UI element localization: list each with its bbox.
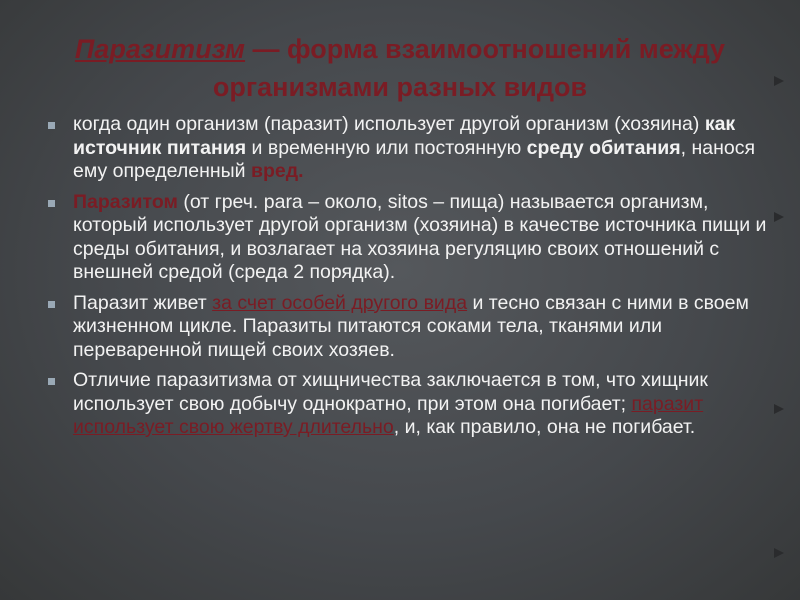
bullet-highlight: паразит использует свою жертву длительно — [73, 392, 704, 438]
bullet-highlight: Паразитом — [73, 190, 178, 213]
bullet-item-4 — [48, 369, 783, 440]
bullet-text: , и, как правило, она не погибает. — [393, 416, 696, 438]
bullet-text: Паразит живет — [73, 291, 213, 314]
square-bullet-icon — [48, 301, 55, 308]
triangle-icon — [774, 212, 784, 222]
triangle-icon — [774, 76, 784, 86]
bullet-highlight: вред. — [250, 160, 304, 182]
triangle-icon — [774, 404, 784, 414]
square-bullet-icon — [48, 122, 55, 129]
bullet-text: Отличие паразитизма от хищничества заключается в том, что хищник использует свою добычу однократно, при этом она погибает; — [73, 369, 708, 415]
triangle-icon — [774, 548, 784, 558]
square-bullet-icon — [48, 378, 55, 385]
bullet-item-2 — [48, 191, 783, 285]
bullet-text: и тесно связан с ними в своем жизненном цикле. Паразиты питаются соками тела, тканями или переваренной пищей своих хозяев. — [73, 291, 749, 361]
bullet-text: (от греч. para – около, sitos – пища) называется организм, который использует другой организм (хозяина) в качестве источника пищи и среды обитания, и возлагает на хозяина регуляцию своих отношений с внешней средой (среда 2 порядка). — [73, 190, 767, 283]
bullet-text: когда один организм (паразит) использует другой организм (хозяина) — [73, 113, 705, 135]
slide-title — [40, 30, 760, 106]
bullet-text: и временную или постоянную — [246, 136, 527, 159]
title-term: Паразитизм — [74, 34, 246, 64]
bullet-highlight: как источник питания — [73, 113, 736, 159]
bullet-highlight: за счет особей другого вида — [212, 291, 468, 314]
bullet-text: , нанося ему определенный — [73, 136, 756, 182]
square-bullet-icon — [48, 200, 55, 207]
bullet-highlight: среду обитания — [526, 136, 681, 159]
bullet-item-1 — [48, 113, 783, 184]
title-definition: — форма взаимоотношений между организмами разных видов — [212, 34, 726, 102]
bullet-item-3 — [48, 292, 783, 363]
bullet-list — [48, 113, 783, 447]
